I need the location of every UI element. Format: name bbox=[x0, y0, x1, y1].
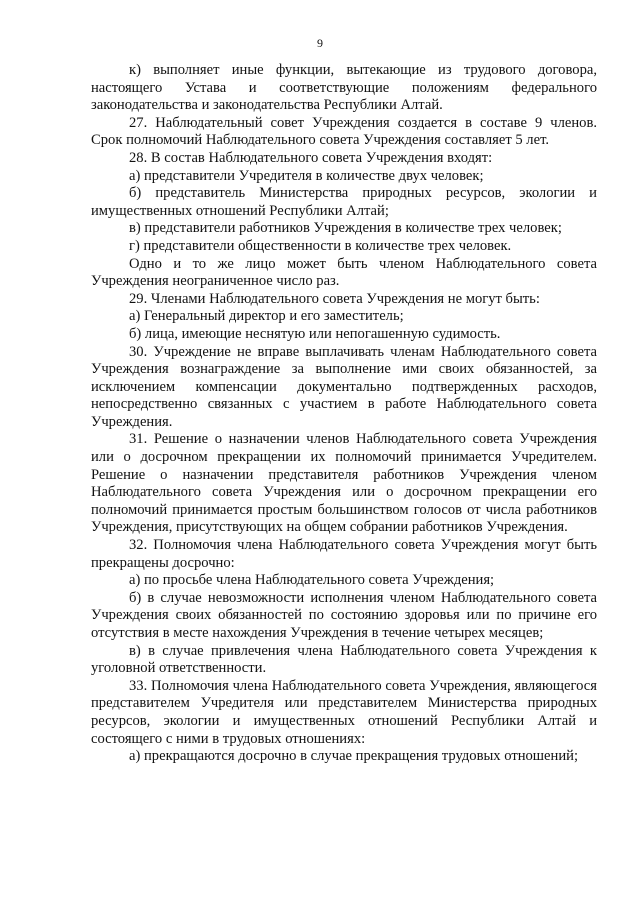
page-number: 9 bbox=[317, 36, 323, 50]
paragraph-29-a: а) Генеральный директор и его заместитель; bbox=[129, 308, 404, 325]
paragraph-28-b: б) представитель Министерства природных ресурсов, экологии и имущественных отношений Республики Алтай; bbox=[91, 185, 597, 219]
paragraph-30: 30. Учреждение не вправе выплачивать членам Наблюдательного совета Учреждения вознаграждение за выполнение ими своих обязанностей, за исключением компенсации документально подтвержденных расходов, непосредственно связанных с участием в работе Наблюдательного совета Учреждения. bbox=[91, 343, 597, 430]
paragraph-32-a: а) по просьбе члена Наблюдательного совета Учреждения; bbox=[129, 572, 495, 589]
paragraph-32: 32. Полномочия члена Наблюдательного совета Учреждения могут быть прекращены досрочно: bbox=[91, 537, 597, 571]
paragraph-32-b: б) в случае невозможности исполнения членом Наблюдательного совета Учреждения своих обязанностей по состоянию здоровья или по причине его отсутствия в месте нахождения Учреждения в течение четырех месяцев; bbox=[91, 589, 597, 641]
paragraph-item-k: к) выполняет иные функции, вытекающие из трудового договора, настоящего Устава и соответствующие положениям федерального законодательства и законодательства Республики Алтай. bbox=[91, 62, 597, 114]
paragraph-33: 33. Полномочия члена Наблюдательного совета Учреждения, являющегося представителем Учредителя или представителем Министерства природных ресурсов, экологии и имущественных отношений Республики Алтай и состоящего с ними в трудовых отношениях: bbox=[91, 677, 597, 747]
paragraph-28-g: г) представители общественности в количестве трех человек. bbox=[129, 237, 512, 254]
paragraph-28-note: Одно и то же лицо может быть членом Наблюдательного совета Учреждения неограниченное число раз. bbox=[91, 255, 597, 290]
paragraph-31: 31. Решение о назначении членов Наблюдательного совета Учреждения или о досрочном прекращении их полномочий принимается Учредителем. Решение о назначении представителя работников Учреждения членом Наблюдательного совета Учреждения или о досрочном прекращении его полномочий принимается простым большинством голосов от числа работников Учреждения, присутствующих на общем собрании работников Учреждения. bbox=[91, 431, 597, 536]
paragraph-28-v: в) представители работников Учреждения в количестве трех человек; bbox=[129, 220, 562, 237]
paragraph-33-a: а) прекращаются досрочно в случае прекращения трудовых отношений; bbox=[129, 748, 578, 765]
paragraph-29: 29. Членами Наблюдательного совета Учреждения не могут быть: bbox=[129, 290, 540, 307]
paragraph-28-a: а) представители Учредителя в количестве двух человек; bbox=[129, 167, 484, 184]
document-body bbox=[91, 62, 597, 766]
paragraph-28: 28. В состав Наблюдательного совета Учреждения входят: bbox=[129, 149, 493, 166]
paragraph-27: 27. Наблюдательный совет Учреждения создается в составе 9 членов. Срок полномочий Наблюдательного совета Учреждения составляет 5 лет. bbox=[91, 114, 597, 149]
paragraph-32-v: в) в случае привлечения члена Наблюдательного совета Учреждения к уголовной ответственности. bbox=[91, 642, 597, 677]
paragraph-29-b: б) лица, имеющие неснятую или непогашенную судимость. bbox=[129, 325, 501, 342]
